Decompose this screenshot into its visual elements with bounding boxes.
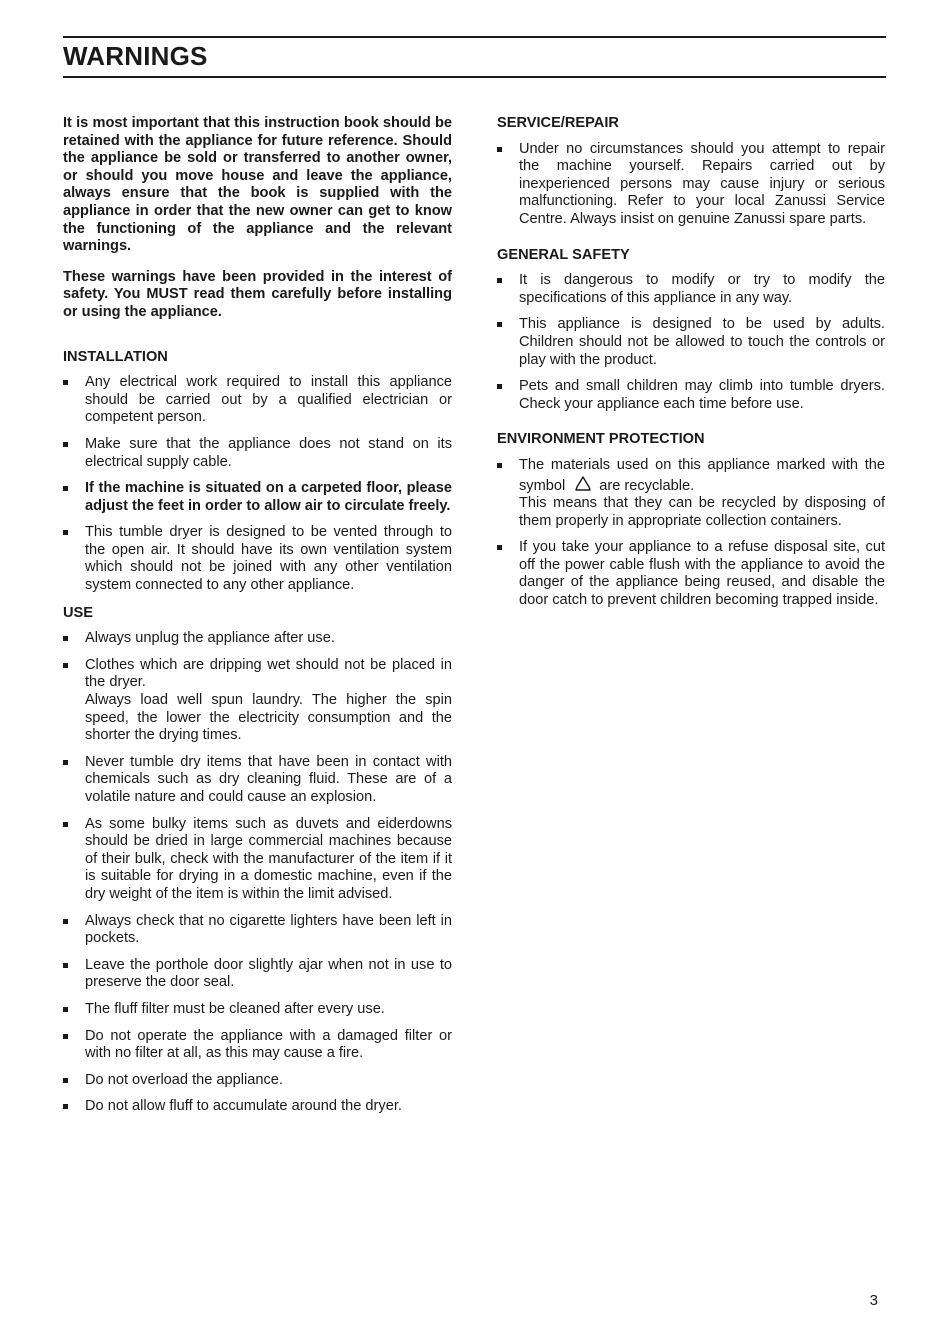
bullet-icon xyxy=(497,384,502,389)
environment-protection-list xyxy=(497,457,885,610)
recycle-symbol-line xyxy=(519,457,885,495)
list-item-text: The fluff filter must be cleaned after every use. xyxy=(85,1000,385,1017)
list-item xyxy=(63,1098,452,1116)
list-item xyxy=(497,272,885,307)
list-item xyxy=(63,1072,452,1090)
list-item-text: As some bulky items such as duvets and eiderdowns should be dried in large commercial machines because of their bulk, check with the manufacturer of the item if it is suitable for drying in a domestic machine, even if the dry weight of the item is within the limit advised. xyxy=(85,815,452,902)
bullet-icon xyxy=(63,1104,68,1109)
list-item xyxy=(63,754,452,807)
recycle-icon xyxy=(573,475,593,493)
page-number: 3 xyxy=(869,1292,878,1309)
general-safety-heading: GENERAL SAFETY xyxy=(497,246,630,263)
bullet-icon xyxy=(63,919,68,924)
list-item-text: It is dangerous to modify or try to modify the specifications of this appliance in any way. xyxy=(519,272,885,306)
left-column xyxy=(63,115,452,1125)
bullet-icon xyxy=(63,760,68,765)
page-title: WARNINGS xyxy=(63,41,208,71)
list-item-text: Clothes which are dripping wet should not be placed in the dryer. xyxy=(85,656,452,691)
list-item xyxy=(497,539,885,609)
list-item xyxy=(63,374,452,427)
list-item-text-continued: are recyclable. xyxy=(599,477,695,494)
list-item-text: This appliance is designed to be used by adults. Children should not be allowed to touch the controls or play with the product. xyxy=(519,316,885,368)
bullet-icon xyxy=(497,278,502,283)
list-item xyxy=(63,816,452,904)
list-item-text: Make sure that the appliance does not stand on its electrical supply cable. xyxy=(85,435,452,470)
bullet-icon xyxy=(63,442,68,447)
bullet-icon xyxy=(63,963,68,968)
installation-list xyxy=(63,374,452,595)
general-safety-list xyxy=(497,272,885,413)
list-item-text: If the machine is situated on a carpeted floor, please adjust the feet in order to allow air to circulate freely. xyxy=(85,480,452,514)
list-item-text: Never tumble dry items that have been in contact with chemicals such as dry cleaning fluid. These are of a volatile nature and could cause an explosion. xyxy=(85,753,452,805)
list-item xyxy=(63,657,452,745)
list-item xyxy=(63,1001,452,1019)
list-item xyxy=(63,630,452,648)
list-item-text: The materials used on this appliance marked with the symbol xyxy=(519,456,885,494)
list-item-text: Under no circumstances should you attempt to repair the machine yourself. Repairs carried out by inexperienced persons may cause injury or serious malfunctioning. Refer to your local Zanussi Service Centre. Always insist on genuine Zanussi spare parts. xyxy=(519,140,885,227)
bullet-icon xyxy=(63,380,68,385)
list-item-text: Pets and small children may climb into tumble dryers. Check your appliance each time before use. xyxy=(519,378,885,412)
title-rule xyxy=(63,76,886,78)
bullet-icon xyxy=(63,530,68,535)
list-item-text: Any electrical work required to install this appliance should be carried out by a qualified electrician or competent person. xyxy=(85,374,452,426)
list-item-text-continued: Always load well spun laundry. The higher the spin speed, the lower the electricity consumption and the shorter the drying times. xyxy=(85,692,452,744)
list-item-text: Do not operate the appliance with a damaged filter or with no filter at all, as this may cause a fire. xyxy=(85,1027,452,1062)
installation-heading: INSTALLATION xyxy=(63,348,168,365)
list-item-text: If you take your appliance to a refuse disposal site, cut off the power cable flush with the appliance to avoid the danger of the appliance being reused, and disable the door catch to prevent children becoming trapped inside. xyxy=(519,539,885,609)
use-list xyxy=(63,630,452,1116)
bullet-icon xyxy=(63,1034,68,1039)
bullet-icon xyxy=(497,545,502,550)
list-item xyxy=(63,524,452,594)
list-item-text-line2: This means that they can be recycled by disposing of them properly in appropriate collection containers. xyxy=(519,495,885,529)
list-item xyxy=(63,480,452,515)
bullet-icon xyxy=(63,1078,68,1083)
list-item xyxy=(63,913,452,948)
bullet-icon xyxy=(63,1007,68,1012)
bullet-icon xyxy=(63,486,68,491)
service-repair-list xyxy=(497,141,885,229)
list-item-text: Do not allow fluff to accumulate around the dryer. xyxy=(85,1098,402,1115)
bullet-icon xyxy=(497,147,502,152)
right-column xyxy=(497,115,885,619)
list-item xyxy=(497,141,885,229)
bullet-icon xyxy=(63,822,68,827)
environment-protection-heading: ENVIRONMENT PROTECTION xyxy=(497,431,705,448)
intro-paragraph-safety: These warnings have been provided in the interest of safety. You MUST read them carefully before installing or using the appliance. xyxy=(63,268,452,320)
list-item xyxy=(63,957,452,992)
bullet-icon xyxy=(497,322,502,327)
list-item-text: Always unplug the appliance after use. xyxy=(85,630,335,647)
list-item xyxy=(497,316,885,369)
list-item-text: Always check that no cigarette lighters have been left in pockets. xyxy=(85,912,452,947)
bullet-icon xyxy=(63,636,68,641)
use-heading: USE xyxy=(63,604,94,621)
list-item xyxy=(497,457,885,530)
top-rule xyxy=(63,36,886,38)
list-item xyxy=(63,1028,452,1063)
bullet-icon xyxy=(497,463,502,468)
bullet-icon xyxy=(63,663,68,668)
list-item xyxy=(497,378,885,413)
list-item xyxy=(63,436,452,471)
service-repair-heading: SERVICE/REPAIR xyxy=(497,115,619,131)
list-item-text: This tumble dryer is designed to be vented through to the open air. It should have its own ventilation system which should not be joined with any other ventilation system connected to any other appliance. xyxy=(85,524,452,594)
intro-paragraph-retain: It is most important that this instruction book should be retained with the appliance for future reference. Should the appliance be sold or transferred to another owner, or should you move house and leave the appliance, always ensure that the book is supplied with the appliance in order that the new owner can get to know the functioning of the appliance and the relevant warnings. xyxy=(63,115,452,255)
list-item-text: Do not overload the appliance. xyxy=(85,1071,283,1088)
list-item-text: Leave the porthole door slightly ajar when not in use to preserve the door seal. xyxy=(85,956,452,991)
